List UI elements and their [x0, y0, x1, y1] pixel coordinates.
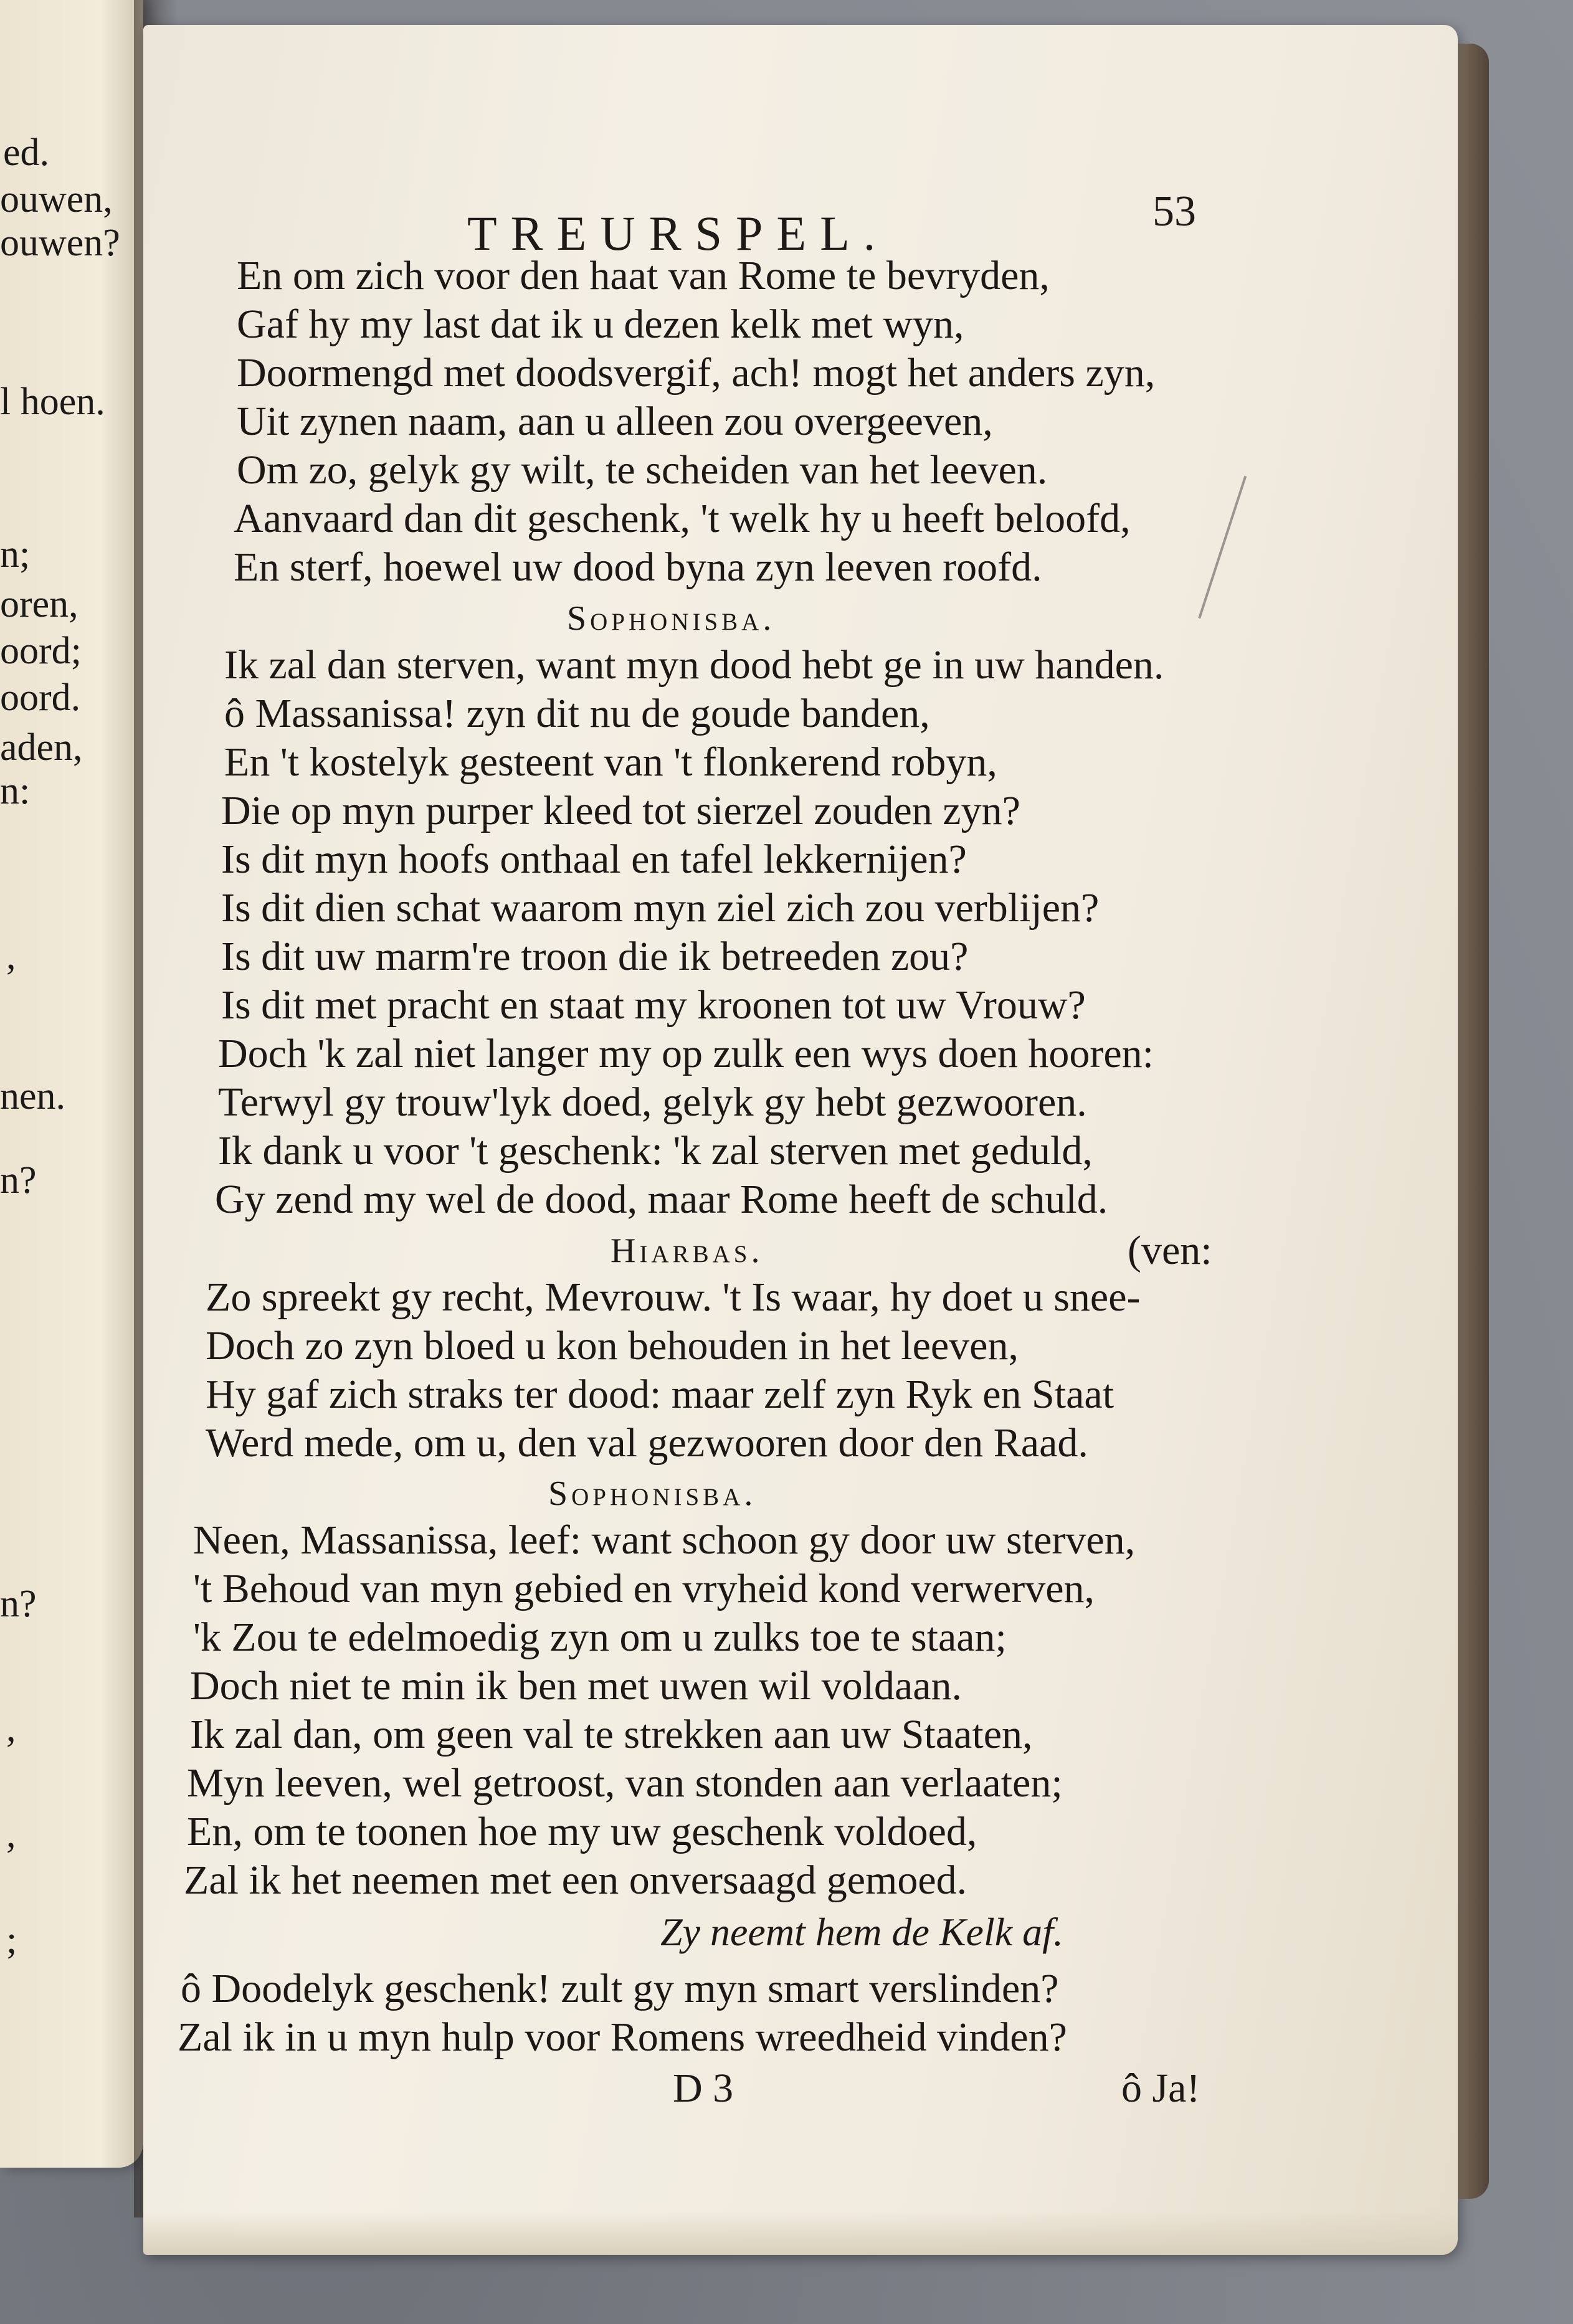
book-page — [143, 25, 1458, 2255]
left-fragment: oord. — [0, 676, 81, 719]
left-fragment: ouwen? — [0, 222, 120, 264]
left-fragment: n? — [0, 1159, 37, 1202]
verse-line: En 't kostelyk gesteent van 't flonkerend robyn, — [224, 739, 997, 785]
verse-line: Gy zend my wel de dood, maar Rome heeft de schuld. — [215, 1177, 1108, 1222]
pencil-mark — [1198, 476, 1252, 621]
left-fragment: , — [6, 1707, 16, 1750]
verse-line: Doch zo zyn bloed u kon behouden in het leeven, — [206, 1323, 1019, 1368]
verse-line: Neen, Massanissa, leef: want schoon gy door uw sterven, — [193, 1517, 1136, 1563]
verse-line: Aanvaard dan dit geschenk, 't welk hy u heeft beloofd, — [234, 496, 1131, 541]
page-number: 53 — [1152, 187, 1196, 235]
verse-line: Myn leeven, wel getroost, van stonden aan verlaaten; — [187, 1760, 1063, 1806]
verse-line: Gaf hy my last dat ik u dezen kelk met wyn, — [237, 301, 964, 347]
running-head: TREURSPEL. — [467, 206, 890, 260]
stage-direction: Zy neemt hem de Kelk af. — [660, 1910, 1063, 1954]
verse-line: En om zich voor den haat van Rome te bevryden, — [237, 253, 1050, 298]
verse-line: 't Behoud van myn gebied en vryheid kond verwerven, — [193, 1566, 1095, 1611]
speaker-name: Sophonisba. — [567, 599, 776, 638]
verse-line: Hy gaf zich straks ter dood: maar zelf zyn Ryk en Staat — [206, 1372, 1114, 1417]
catchword: ô Ja! — [1121, 2066, 1200, 2111]
verse-line: Werd mede, om u, den val gezwooren door den Raad. — [206, 1420, 1088, 1466]
verse-line: En, om te toonen hoe my uw geschenk voldoed, — [187, 1809, 977, 1854]
facing-page-left — [0, 0, 143, 2168]
left-fragment: n: — [0, 770, 31, 812]
left-fragment: oord; — [0, 630, 82, 672]
left-fragment: nen. — [0, 1075, 66, 1117]
left-fragment: l hoen. — [0, 381, 105, 423]
left-fragment: n? — [0, 1583, 37, 1625]
verse-line: Zal ik in u myn hulp voor Romens wreedheid vinden? — [178, 2014, 1067, 2060]
verse-line: Terwyl gy trouw'lyk doed, gelyk gy hebt gezwooren. — [218, 1079, 1087, 1125]
verse-line: Is dit myn hoofs onthaal en tafel lekkernijen? — [221, 837, 967, 882]
left-fragment: , — [6, 1813, 16, 1856]
left-fragment: oren, — [0, 583, 78, 625]
turnover-fragment: (ven: — [1128, 1228, 1212, 1273]
verse-line: Zal ik het neemen met een onversaagd gemoed. — [184, 1857, 967, 1903]
left-fragment: ; — [6, 1919, 17, 1961]
left-fragment: ed. — [3, 131, 50, 174]
verse-line: En sterf, hoewel uw dood byna zyn leeven roofd. — [234, 544, 1042, 590]
left-fragment: n; — [0, 533, 31, 576]
verse-line: Doch 'k zal niet langer my op zulk een wys doen hooren: — [218, 1031, 1154, 1076]
signature-mark: D 3 — [673, 2066, 734, 2111]
speaker-name: Sophonisba. — [548, 1474, 757, 1513]
verse-line: Is dit uw marm're troon die ik betreeden zou? — [221, 934, 969, 979]
verse-line: Doormengd met doodsvergif, ach! mogt het anders zyn, — [237, 350, 1156, 396]
verse-line: ô Doodelyk geschenk! zult gy myn smart verslinden? — [181, 1966, 1059, 2011]
verse-line: Ik zal dan sterven, want myn dood hebt ge in uw handen. — [224, 642, 1164, 688]
deckle-edge — [143, 2211, 1458, 2255]
verse-line: Ik zal dan, om geen val te strekken aan uw Staaten, — [190, 1712, 1033, 1757]
verse-line: Zo spreekt gy recht, Mevrouw. 't Is waar, hy doet u snee- — [206, 1274, 1141, 1320]
verse-line: Is dit dien schat waarom myn ziel zich zou verblijen? — [221, 885, 1100, 931]
verse-line: Uit zynen naam, aan u alleen zou overgeeven, — [237, 399, 993, 444]
speaker-name: Hiarbas. — [611, 1231, 764, 1270]
page-header — [143, 187, 1458, 260]
left-fragment: , — [6, 935, 16, 977]
left-fragment: ouwen, — [0, 178, 113, 221]
verse-line: 'k Zou te edelmoedig zyn om u zulks toe te staan; — [193, 1615, 1007, 1660]
verse-line: Doch niet te min ik ben met uwen wil voldaan. — [190, 1663, 962, 1709]
left-fragment: aden, — [0, 726, 83, 769]
verse-line: Ik dank u voor 't geschenk: 'k zal sterven met geduld, — [218, 1128, 1093, 1174]
verse-line: ô Massanissa! zyn dit nu de goude banden, — [224, 691, 930, 736]
verse-line: Om zo, gelyk gy wilt, te scheiden van het leeven. — [237, 447, 1048, 493]
verse-line: Is dit met pracht en staat my kroonen tot uw Vrouw? — [221, 982, 1086, 1028]
verse-line: Die op myn purper kleed tot sierzel zouden zyn? — [221, 788, 1020, 833]
